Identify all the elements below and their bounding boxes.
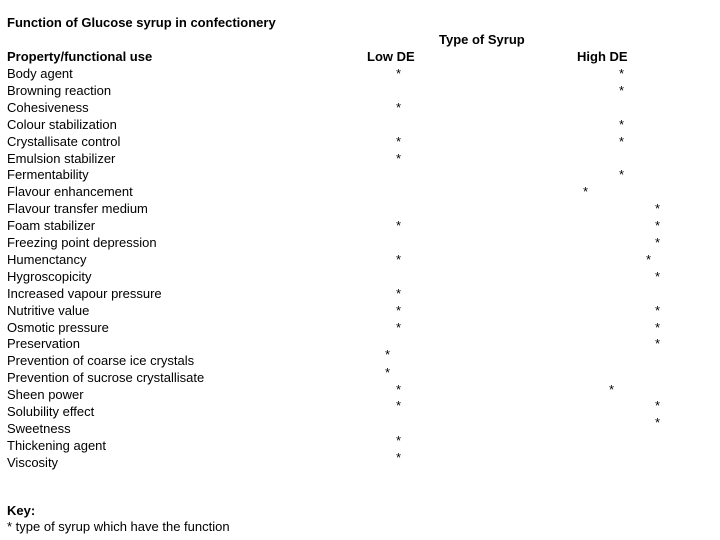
property-label: Cohesiveness: [7, 99, 89, 115]
property-label: Flavour enhancement: [7, 184, 133, 200]
high-de-marker: *: [655, 414, 661, 430]
property-label: Preservation: [7, 336, 80, 352]
property-label: Viscosity: [7, 454, 59, 470]
property-column-header: Property/functional use: [7, 49, 153, 64]
property-label: Humenctancy: [7, 251, 87, 267]
property-label: Browning reaction: [7, 82, 112, 98]
low-de-marker: *: [396, 66, 402, 81]
low-de-marker: *: [396, 449, 402, 465]
property-label: Freezing point depression: [7, 235, 157, 250]
property-label: Solubility effect: [7, 404, 95, 419]
high-de-marker: *: [655, 319, 661, 335]
property-label: Emulsion stabilizer: [7, 150, 116, 166]
low-de-column-header: Low DE: [367, 49, 415, 64]
high-de-marker: *: [583, 184, 589, 200]
high-de-marker: *: [609, 382, 615, 398]
high-de-marker: *: [619, 116, 625, 132]
low-de-marker: *: [396, 285, 402, 301]
high-de-marker: *: [655, 235, 661, 250]
property-label: Osmotic pressure: [7, 319, 109, 335]
page-title: Function of Glucose syrup in confectionery: [7, 15, 276, 30]
low-de-marker: *: [396, 251, 402, 267]
high-de-marker: *: [655, 398, 661, 413]
high-de-marker: *: [619, 133, 625, 149]
property-label: Thickening agent: [7, 437, 107, 453]
property-label: Crystallisate control: [7, 133, 121, 149]
high-de-marker: *: [619, 66, 625, 81]
property-label: Prevention of coarse ice crystals: [7, 353, 195, 369]
high-de-marker: *: [655, 268, 661, 284]
low-de-marker: *: [385, 365, 391, 381]
low-de-marker: *: [396, 302, 402, 318]
key-title: Key:: [7, 503, 36, 518]
high-de-marker: *: [646, 251, 652, 267]
low-de-marker: *: [396, 398, 402, 413]
property-label: Hygroscopicity: [7, 268, 92, 284]
type-of-syrup-header: Type of Syrup: [439, 32, 525, 47]
property-label: Sweetness: [7, 420, 71, 436]
low-de-marker: *: [385, 347, 391, 363]
property-label: Flavour transfer medium: [7, 201, 148, 217]
low-de-marker: *: [396, 432, 402, 448]
property-label: Prevention of sucrose crystallisate: [7, 370, 205, 386]
key-text: * type of syrup which have the function: [7, 519, 230, 534]
property-label: Increased vapour pressure: [7, 285, 162, 301]
property-label: Colour stabilization: [7, 116, 117, 132]
property-label: Fermentability: [7, 167, 89, 183]
property-label: Foam stabilizer: [7, 218, 96, 234]
high-de-marker: *: [619, 82, 625, 98]
low-de-marker: *: [396, 319, 402, 335]
low-de-marker: *: [396, 218, 402, 234]
low-de-marker: *: [396, 150, 402, 166]
low-de-marker: *: [396, 99, 402, 115]
low-de-marker: *: [396, 382, 402, 398]
high-de-marker: *: [655, 201, 661, 217]
high-de-marker: *: [655, 302, 661, 318]
high-de-column-header: High DE: [577, 49, 628, 64]
high-de-marker: *: [655, 218, 661, 234]
property-label: Body agent: [7, 66, 73, 81]
property-label: Nutritive value: [7, 302, 90, 318]
low-de-marker: *: [396, 133, 402, 149]
high-de-marker: *: [655, 336, 661, 352]
property-label: Sheen power: [7, 387, 84, 403]
high-de-marker: *: [619, 167, 625, 183]
